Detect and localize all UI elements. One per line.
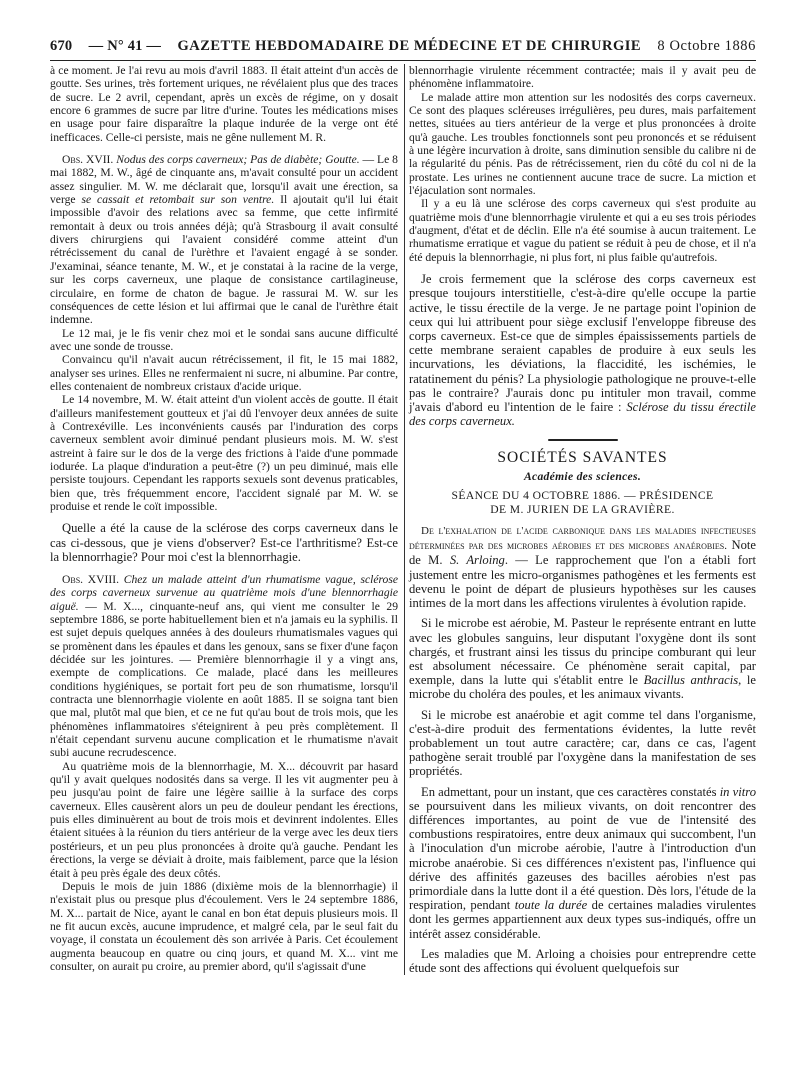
obs17-emphasis: se cassait et retombait sur son ventre. (81, 193, 275, 207)
issue-date: 8 Octobre 1886 (657, 38, 756, 54)
paragraph-malade: Le malade attire mon attention sur les nodosités des corps caverneux. Ce sont des plaques scléreuses irrégulières, peu dures, mais parfaitement nettes, situées au tiers antérieur de la verge et plus prononcées à droite qu'à gauche. Les troubles fonctionnels sont peu prononcés et se réduisent à une légère incurvation à droite, sans diminution sensible du calibre ni de la régularité du pénis. Pas de rétrécissement, rien du côté du col ni de la prostate. Les urines ne contiennent aucune trace de sucre. La miction et l'éjaculation sont normales. (409, 90, 756, 198)
journal-title: GAZETTE HEBDOMADAIRE DE MÉDECINE ET DE CHIRURGIE (177, 38, 642, 54)
admettant-toute-la-duree: toute la durée (514, 898, 588, 913)
section-subtitle: Académie des sciences. (523, 469, 642, 483)
obs17-label: Obs. XVII. (62, 153, 114, 167)
aerobie-text-b: , le microbe du choléra des poules, et les animaux vivants. (409, 673, 757, 702)
paragraph-anaerobie: Si le microbe est anaérobie et agit comme tel dans l'organisme, c'est-à-dire produit des fermentations évidentes, la lutte revêt probablement un tout autre caractère; car, dans ce cas, l'agent pathogène serait troublé par l'oxygène dans la manifestation de ses propriétés. (409, 707, 756, 779)
paragraph-continuation: blennorrhagie virulente récemment contractée; mais il y avait peu de phénomène inflammatoire. (409, 64, 756, 91)
je-crois-title: Sclérose du tissu érectile des corps caverneux. (409, 399, 756, 429)
paragraph-il-y-a: Il y a eu là une sclérose des corps caverneux qui s'est produite au quatrième mois d'une blennorrhagie virulente et qui a eu ses trois périodes d'augment, d'état et de déclin. Elle n'a été soumise à aucun traitement. Le rhumatisme erratique et vague du patient se réduit à peu de chose, et il n'a été depuis la blennorrhagie, ni plus fort, ni plus faible qu'autrefois. (409, 197, 756, 264)
paragraph-quatrieme-mois: Au quatrième mois de la blennorrhagie, M. X... découvrit par hasard qu'il y avait quelques nodosités dans sa verge. Il les vit augmenter peu à peu jusqu'au point de faire une légère saillie à la surface des corps caverneux. Elles causèrent alors un peu de douleur pendant les érections, puis elles diminuèrent au bout de trois mois et devinrent indolentes. Elles étaient situées à la réunion du tiers antérieur de la verge avec les deux tiers postérieurs, et un peu plus prononcées à droite qu'à gauche. Pendant les érections, la verge se déviait à droite, mais faiblement, parce que la lésion était à peu près égale des deux côtés. (50, 759, 398, 880)
column-rule (404, 64, 405, 975)
paragraph-admettant (409, 785, 756, 941)
issue-number: — N° 41 — (88, 38, 162, 54)
right-column (409, 64, 756, 975)
paragraph-14-novembre: Le 14 novembre, M. W. était atteint d'un violent accès de goutte. Il était d'ailleurs manifestement goutteux et j'ai dû l'envoyer deux années de suite à Contrexéville. Les inconvénients causés par l'induration des corps caverneux semblent avoir diminué pendant plusieurs mois. M. W. s'est astreint à faire sur le dos de la verge des frictions à l'aide d'une pommade iodurée. La plaque d'induration a peut-être (?) un peu diminué, mais elle persiste toujours. Cependant les rapports sexuels sont devenus praticables, bien que, très fréquemment encore, l'accident signalé par M. W. se produise et rende le coït impossible. (50, 393, 398, 513)
admettant-text-c: de certaines maladies virulentes dont les germes appartiennent aux deux types sus-indiqués, offre un intérêt assez considérable. (409, 898, 757, 941)
paragraph-juin-1886: Depuis le mois de juin 1886 (dixième mois de la blennorrhagie) il n'existait plus ou presque plus d'écoulement. Vers le 24 septembre 1886, M. X... partait de Nice, ayant le canal en bon état depuis plusieurs mois. Il ne fit aucun excès, aucune imprudence, et malgré cela, par le seul fait du voyage, il constata un écoulement dès son arrivée à Paris. Cet écoulement augmenta beaucoup en quatre ou cinq jours, et quand M. X... vint me consulter, on aurait pu croire, au premier abord, qu'il s'agissait d'une (50, 879, 398, 973)
obs17-text-a: — Le 8 mai 1882, M. W., âgé de cinquante ans, m'avait consulté pour un accident assez singulier. M. W. me déclarait que, lorsqu'il avait une érection, sa verge (50, 153, 398, 207)
page-header (50, 38, 756, 61)
obs17-title: Nodus des corps caverneux; Pas de diabète; Goutte. (116, 153, 360, 167)
left-column (50, 64, 398, 975)
section-title: SOCIÉTÉS SAVANTES (497, 449, 668, 467)
lead-note: Note de M. (409, 538, 756, 568)
obs18-title: Chez un malade atteint d'un rhumatisme vague, sclérose des corps caverneux survenue au quatrième mois d'une blennorrhagie aiguë. (50, 572, 399, 613)
seance-line-1: SÉANCE DU 4 OCTOBRE 1886. — PRÉSIDENCE (451, 489, 714, 503)
paragraph-intro: à ce moment. Je l'ai revu au mois d'avril 1883. Il était atteint d'un accès de goutte. Ses urines, très fortement uriques, ne révélaient plus que des traces de sucre. Le 2 avril, cependant, après un excès de régime, on y dosait encore 6 grammes de sucre par litre d'urine. Toutes les médications mises en usage pour faire disparaître la plaque indurée de la verge ont été inefficaces. Celle-ci persiste, mais ne gêne nullement M. R. (50, 64, 398, 144)
aerobie-text-a: Si le microbe est aérobie, M. Pasteur le représente entrant en lutte avec les globules sanguins, leur disputant l'oxygène dont ils sont chargés, et frustrant ainsi les tissus du principe comburant qui leur est absolument nécessaire. Ce phénomène serait capital, par exemple, dans la lutte qui s'établit entre le (409, 616, 756, 688)
obs18-label: Obs. XVIII. (62, 572, 120, 586)
paragraph-question: Quelle a été la cause de la sclérose des corps caverneux dans le cas ci-dessous, que je viens d'observer? Est-ce l'arthritisme? Est-ce la blennorrhagie? Pour moi c'est la blennorrhagie. (50, 521, 398, 564)
columns (50, 64, 756, 975)
admettant-text-a: En admettant, pour un instant, que ces caractères constatés (421, 784, 720, 799)
paragraph-aerobie (409, 616, 756, 701)
paragraph-12-mai: Le 12 mai, je le fis venir chez moi et le sondai sans aucune difficulté avec une sonde de trousse. (50, 326, 398, 353)
paragraph-maladies: Les maladies que M. Arloing a choisies pour entreprendre cette étude sont des affections qui évoluent quelquefois sur (409, 946, 756, 975)
aerobie-bacillus: Bacillus anthracis (643, 673, 739, 688)
lead-text: . — Le rapprochement que l'on a établi fort justement entre les micro-organismes pathogènes et les ferments est devenu le point de départ de plusieurs hypothèses sur les causes intimes de la mort dans les affections virulentes à évolution rapide. (409, 553, 757, 611)
page-number: 670 (50, 38, 73, 54)
paragraph-lead (409, 523, 756, 610)
paragraph-convaincu: Convaincu qu'il n'avait aucun rétrécissement, il fit, le 15 mai 1882, analyser ses urines. Elles ne renfermaient ni sucre, ni albumine. Par contre, elles contenaient de nombreux cristaux d'acide urique. (50, 353, 399, 393)
obs17-text-b: Il ajoutait qu'il lui était impossible d'avoir des relations avec sa femme, que cette infirmité remontait à deux ou trois années déjà; qu'à Strasbourg il avait consulté divers chirurgiens qui l'avaient considéré comme atteint d'un rétrécissement du canal de l'urèthre et l'avaient engagé à se sonder. J'examinai, séance tenante, M. W., et je constatai à la racine de la verge, sur les corps caverneux, une plaque de consistance cartilagineuse, circulaire, en forme de chaton de bague. Je rassurai M. W. sur les conséquences de cette lésion et lui affirmai que le canal de l'urèthre était indemne. (50, 193, 399, 327)
admettant-in-vitro: in vitro (719, 784, 756, 799)
seance-line-2: DE M. JURIEN DE LA GRAVIÈRE. (490, 503, 675, 517)
observation-17 (50, 153, 398, 326)
section-divider (548, 439, 618, 441)
lead-caps: De l'exhalation de l'acide carbonique dans les maladies infectieuses déterminées par des microbes aérobies et des microbes anaérobies. (409, 525, 756, 553)
paragraph-je-crois (409, 272, 756, 428)
je-crois-text: Je crois fermement que la sclérose des corps caverneux est presque toujours interstitielle, c'est-à-dire qu'elle occupe la partie active, le tissu érectile de la verge. Je ne partage point l'opinion de ceux qui lui attribuent pour siège exclusif l'enveloppe fibreuse des corps caverneux. Est-ce que de simples épaississements partiels de cette membrane seraient capables de produire à eux seuls les incurvations, les déviations, la flaccidité, les ischémies, le ratatinement du pénis? La physiologie pathologique ne prouve-t-elle pas le contraire? J'aurais donc pu intituler mon travail, comme j'avais d'abord eu l'intention de le faire : (409, 272, 756, 414)
seance-heading (409, 489, 756, 517)
admettant-text-b: se poursuivent dans les milieux vivants, on doit rencontrer des différences importantes, au point de vue de l'intensité des combustions respiratoires, entre deux animaux qui succombent, l'un à l'inoculation d'un microbe aérobie, l'autre à l'introduction d'un microbe anaérobie. Si ces différences n'existent pas, l'influence qui dérive des affinités gazeuses des bacilles aérobies n'est pas primordiale dans la lutte dont il a été question. Dès lors, l'étude de la respiration, pendant (409, 798, 756, 913)
observation-18 (50, 573, 398, 760)
obs18-text: — M. X..., cinquante-neuf ans, qui vient me consulter le 29 septembre 1886, se porte habituellement bien et n'a jamais eu la syphilis. Il est sujet depuis quelques années à des douleurs rhumatismales vagues qui se promènent dans les épaules et dans les genoux, sans se fixer d'une façon décidée sur les jointures. — Première blennorrhagie il y a vingt ans, exempte de complications. Ce malade, placé dans les meilleures conditions hygiéniques, se portait fort peu de son rhumatisme, lorsqu'il contracta une blennorrhagie violente en août 1885. Il se soigna tant bien que mal, plutôt mal que bien, et ce ne fut qu'au bout de trois mois, que les phénomènes inflammatoires s'éteignirent à peu près complètement. Il n'était cependant survenu aucune complication et le rhumatisme n'avait subi aucune recrudescence. (50, 599, 398, 760)
lead-author: S. Arloing (449, 553, 505, 568)
